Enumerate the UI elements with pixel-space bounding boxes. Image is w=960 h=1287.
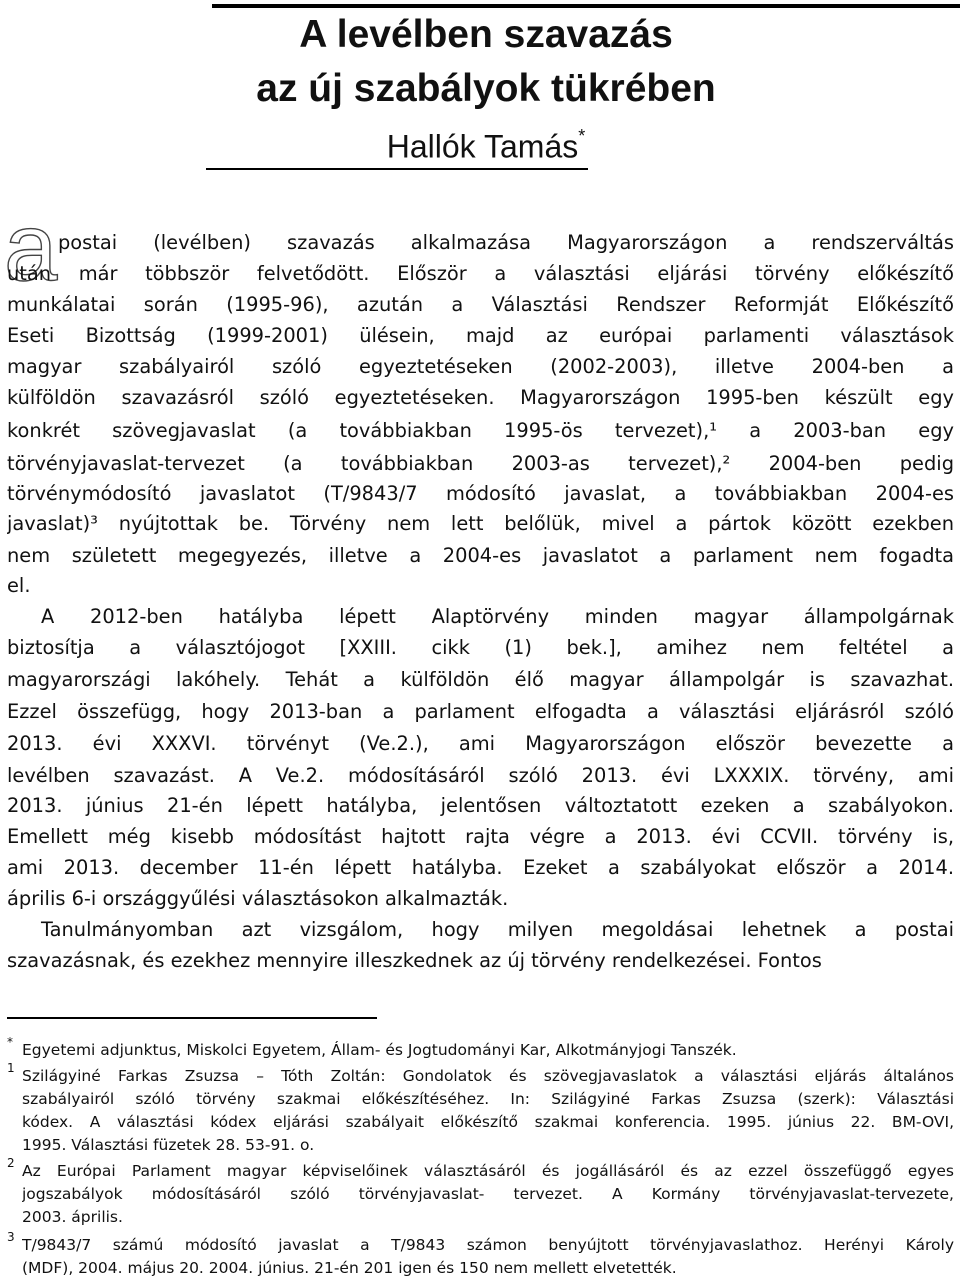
body-line: Tanulmányomban azt vizsgálom, hogy milyen megoldásai lehetnek a postai [41, 918, 954, 941]
body-line: postai (levélben) szavazás alkalmazása Magyarországon a rendszerváltás [58, 231, 954, 254]
drop-cap: a [4, 194, 58, 301]
body-line: A 2012-ben hatályba lépett Alaptörvény minden magyar állampolgárnak [41, 605, 954, 628]
body-line: nem született megegyezés, illetve a 2004-es javaslatot a parlament nem fogadta [7, 544, 954, 567]
body-line: ami 2013. december 11-én lépett hatályba. Ezeket a szabályokat először a 2014. [7, 856, 954, 879]
title-line-2: az új szabályok tükrében [256, 67, 716, 110]
body-line: javaslat)³ nyújtottak be. Törvény nem lett belőlük, mivel a pártok között ezekben [7, 512, 954, 535]
body-line: szavazásnak, és ezekhez mennyire illeszkednek az új törvény rendelkezései. Fontos [7, 949, 822, 972]
body-line: levélben szavazást. A Ve.2. módosításáról szóló 2013. évi LXXXIX. törvény, ami [7, 764, 954, 787]
body-line: Ezzel összefügg, hogy 2013-ban a parlament elfogadta a választási eljárásról szóló [7, 700, 954, 723]
body-line: április 6-i országgyűlési választásokon alkalmazták. [7, 887, 509, 910]
body-line: biztosítja a választójogot [XXIII. cikk (1) bek.], amihez nem feltétel a [7, 636, 954, 659]
footnote-line: kódex. A választási kódex eljárási szabályait előkészítő szakmai konferencia. 1995. június 22. BM-OVI, [22, 1113, 954, 1131]
body-line: 2013. évi XXXVI. törvényt (Ve.2.), ami Magyarországon először bevezette a [7, 732, 954, 755]
footnote-mark: 3 [7, 1230, 15, 1244]
top-rule [212, 4, 960, 8]
footnote-line: T/9843/7 számú módosító javaslat a T/9843 számon benyújtott törvényjavaslathoz. Herényi Károly [22, 1236, 954, 1254]
body-line: Emellett még kisebb módosítást hajtott rajta végre a 2013. évi CCVII. törvény is, [7, 825, 954, 848]
footnote-mark: * [7, 1035, 13, 1049]
title-line-1: A levélben szavazás [299, 13, 673, 56]
footnote-line: (MDF), 2004. május 20. 2004. június. 21-én 201 igen és 150 nem mellett elvetették. [22, 1259, 677, 1277]
footnote-separator [7, 1017, 377, 1019]
body-line: magyar szabályairól szóló egyeztetéseken (2002-2003), illetve 2004-ben a [7, 355, 954, 378]
author-name: Hallók Tamás [386, 128, 579, 165]
footnote-mark: 1 [7, 1061, 15, 1075]
body-line: törvényjavaslat-tervezet (a továbbiakban 2003-as tervezet),² 2004-ben pedig [7, 452, 954, 475]
body-line: külföldön szavazásról szóló egyeztetéseken. Magyarországon 1995-ben készült egy [7, 386, 954, 409]
footnote-line: 1995. Választási füzetek 28. 53-91. o. [22, 1136, 315, 1154]
author [212, 120, 760, 167]
body-line: konkrét szövegjavaslat (a továbbiakban 1995-ös tervezet),¹ a 2003-ban egy [7, 419, 954, 442]
body-line: után már többször felvetődött. Először a választási eljárási törvény előkészítő [7, 262, 954, 285]
body-line: magyarországi lakóhely. Tehát a külföldön élő magyar állampolgár is szavazhat. [7, 668, 954, 691]
footnote-line: jogszabályok módosításáról szóló törvényjavaslat- tervezet. A Kormány törvényjavaslat-tervezete, [22, 1185, 954, 1203]
footnote-line: Szilágyiné Farkas Zsuzsa – Tóth Zoltán: Gondolatok és szövegjavaslatok a választási eljárás általános [22, 1067, 954, 1085]
body-line: törvénymódosító javaslatot (T/9843/7 módosító javaslat, a továbbiakban 2004-es [7, 482, 954, 505]
body-line: munkálatai során (1995-96), azután a Választási Rendszer Reformját Előkészítő [7, 293, 954, 316]
footnote-line: Egyetemi adjunktus, Miskolci Egyetem, Állam- és Jogtudományi Kar, Alkotmányjogi Tanszék. [22, 1041, 737, 1059]
body-line: Eseti Bizottság (1999-2001) ülésein, majd az európai parlamenti választások [7, 324, 954, 347]
footnote-line: 2003. április. [22, 1208, 123, 1226]
author-footnote-mark: * [578, 126, 586, 146]
footnote-line: szabályairól szóló törvény szakmai előkészítéséhez. In: Szilágyiné Farkas Zsuzsa (szerk): Választási [22, 1090, 954, 1108]
footnote-line: Az Európai Parlament magyar képviselőinek választásáról és jogállásáról és az ezzel összefüggő egyes [22, 1162, 954, 1180]
body-line: el. [7, 574, 31, 597]
body-line: 2013. június 21-én lépett hatályba, jelentősen változtatott ezeken a szabályokon. [7, 794, 954, 817]
footnote-mark: 2 [7, 1156, 15, 1170]
author-rule [206, 168, 588, 170]
